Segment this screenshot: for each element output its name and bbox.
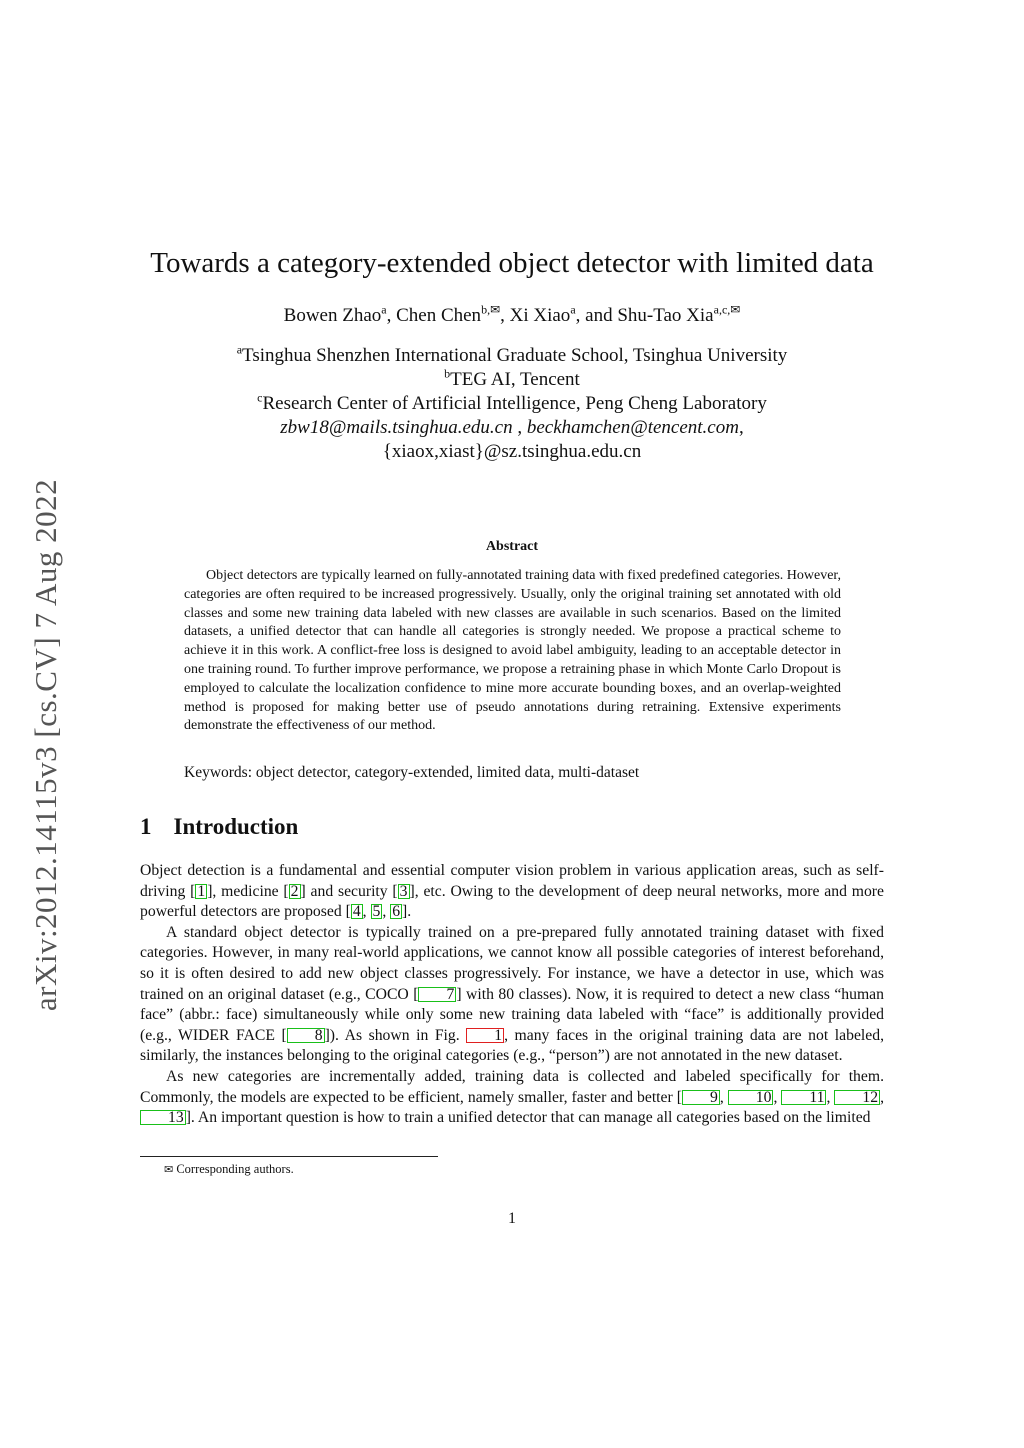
paragraph xyxy=(140,1067,884,1129)
affiliation-text: Research Center of Artificial Intelligence, Peng Cheng Laboratory xyxy=(262,393,767,414)
author-affiliation-mark: a xyxy=(570,302,576,317)
email-line xyxy=(100,416,924,440)
author-affiliation-mark: b,✉ xyxy=(481,302,501,317)
page-number: 1 xyxy=(508,1210,516,1227)
figure-link[interactable]: 1 xyxy=(466,1028,504,1043)
author-affiliation-mark: a xyxy=(381,302,387,317)
text-run: ], etc. Owing to the development of deep neural networks, more and more powerful detectors are proposed [ xyxy=(140,882,884,921)
text-run: , xyxy=(773,1088,782,1106)
email-separator: , xyxy=(738,417,744,438)
text-run: , xyxy=(880,1088,885,1106)
abstract-body xyxy=(184,567,841,736)
citation-link[interactable]: 3 xyxy=(399,882,408,900)
envelope-icon: ✉ xyxy=(164,1164,174,1176)
email-address[interactable]: beckhamchen@tencent.com xyxy=(526,417,739,438)
text-run: ]. xyxy=(402,903,412,921)
author-affiliation-mark: a,c,✉ xyxy=(713,302,741,317)
affiliation-mark: b xyxy=(444,366,451,381)
citation-link[interactable]: 9 xyxy=(682,1090,720,1105)
affiliations xyxy=(100,344,924,464)
citation-link[interactable]: 12 xyxy=(834,1090,880,1105)
text-run: , xyxy=(382,903,391,921)
email-separator: , xyxy=(512,417,527,438)
text-run: As new categories are incrementally added, training data is collected and labeled specifically for them. Commonly, the models are expected to be efficient, namely smaller, faster and better [ xyxy=(140,1067,884,1106)
citation-link[interactable]: 8 xyxy=(287,1028,325,1043)
text-run: , xyxy=(719,1088,728,1106)
citation-link[interactable]: 11 xyxy=(781,1090,826,1105)
arxiv-identifier-text: arXiv:2012.14115v3 [cs.CV] 7 Aug 2022 xyxy=(28,478,63,1012)
text-run: ], medicine [ xyxy=(207,882,289,900)
section-title: Introduction xyxy=(173,814,299,839)
affiliation-line xyxy=(100,368,924,392)
affiliation-mark: a xyxy=(236,342,243,357)
citation-link[interactable]: 10 xyxy=(728,1090,774,1105)
footnote-divider xyxy=(140,1156,438,1157)
text-run: ]. An important question is how to train a unified detector that can manage all categories based on the limited xyxy=(185,1109,871,1127)
author-name: Xi Xiao xyxy=(509,305,571,326)
author-name: Chen Chen xyxy=(396,305,482,326)
author-separator: , xyxy=(386,305,397,326)
paragraph xyxy=(140,923,884,1067)
text-run: A standard object detector is typically trained on a pre-prepared fully annotated training dataset with fixed categories. However, in many real-world applications, we cannot know all possible categories of interest beforehand, so it is often desired to add new object classes progressively. For instance, we have a detector in use, which was trained on an original dataset (e.g., COCO [ xyxy=(140,923,884,1003)
author-separator: , xyxy=(500,305,510,326)
affiliation-line xyxy=(100,344,924,368)
affiliation-text: TEG AI, Tencent xyxy=(450,369,580,390)
email-address[interactable]: {xiaox,xiast}@sz.tsinghua.edu.cn xyxy=(382,441,642,462)
affiliation-mark: c xyxy=(257,390,263,405)
section-heading xyxy=(140,814,298,840)
affiliation-line xyxy=(100,392,924,416)
author-separator: , and xyxy=(575,305,618,326)
citation-link[interactable]: 7 xyxy=(418,987,456,1002)
citation-link[interactable]: 6 xyxy=(392,903,401,921)
author-list xyxy=(100,303,924,329)
email-line xyxy=(100,440,924,464)
introduction-body xyxy=(140,861,884,1129)
email-address[interactable]: zbw18@mails.tsinghua.edu.cn xyxy=(280,417,513,438)
citation-link[interactable]: 13 xyxy=(140,1110,186,1125)
citation-link[interactable]: 4 xyxy=(352,903,361,921)
arxiv-identifier xyxy=(26,450,66,1040)
text-run: Object detection is a fundamental and essential computer vision problem in various application areas, such as self-driving [ xyxy=(140,862,884,900)
citation-link[interactable]: 1 xyxy=(197,882,206,900)
citation-link[interactable]: 5 xyxy=(372,903,381,921)
text-run: , xyxy=(362,903,371,921)
abstract-heading: Abstract xyxy=(485,539,539,554)
footnote-text: Corresponding authors. xyxy=(173,1162,294,1176)
abstract-text: Object detectors are typically learned on fully-annotated training data with fixed predefined categories. However, categories are often required to be increased progressively. Usually, only the original training set annotated with old classes and some new training data labeled with new classes are available in such scenarios. Based on the limited datasets, a unified detector that can handle all categories is strongly needed. We propose a practical scheme to achieve it in this work. A conflict-free loss is designed to avoid label ambiguity, leading to an acceptable detector in one training round. To further improve performance, we propose a retraining phase in which Monte Carlo Dropout is employed to calculate the localization confidence to mine more accurate bounding boxes, and an overlap-weighted method is proposed for making better use of pseudo annotations during retraining. Extensive experiments demonstrate the effectiveness of our method. xyxy=(184,568,842,734)
text-run: , xyxy=(826,1088,835,1106)
author-name: Shu-Tao Xia xyxy=(617,305,714,326)
text-run: , many faces in the original training data are not labeled, similarly, the instances belonging to the original categories (e.g., “person”) are not annotated in the new dataset. xyxy=(140,1026,884,1065)
text-run: ]). As shown in Fig. xyxy=(324,1026,467,1044)
paper-title: Towards a category-extended object detector with limited data xyxy=(150,247,874,279)
footnote xyxy=(164,1162,294,1177)
paragraph xyxy=(140,861,884,923)
section-number: 1 xyxy=(140,814,152,839)
text-run: ] with 80 classes). Now, it is required to detect a new class “human face” (abbr.: face) simultaneously while only some new training data labeled with “face” is additionally provided (e.g., WIDER FACE [ xyxy=(140,985,884,1044)
keywords: Keywords: object detector, category-extended, limited data, multi-dataset xyxy=(184,764,640,781)
author-name: Bowen Zhao xyxy=(283,305,382,326)
text-run: ] and security [ xyxy=(300,882,398,900)
affiliation-text: Tsinghua Shenzhen International Graduate School, Tsinghua University xyxy=(242,345,788,366)
citation-link[interactable]: 2 xyxy=(290,882,299,900)
